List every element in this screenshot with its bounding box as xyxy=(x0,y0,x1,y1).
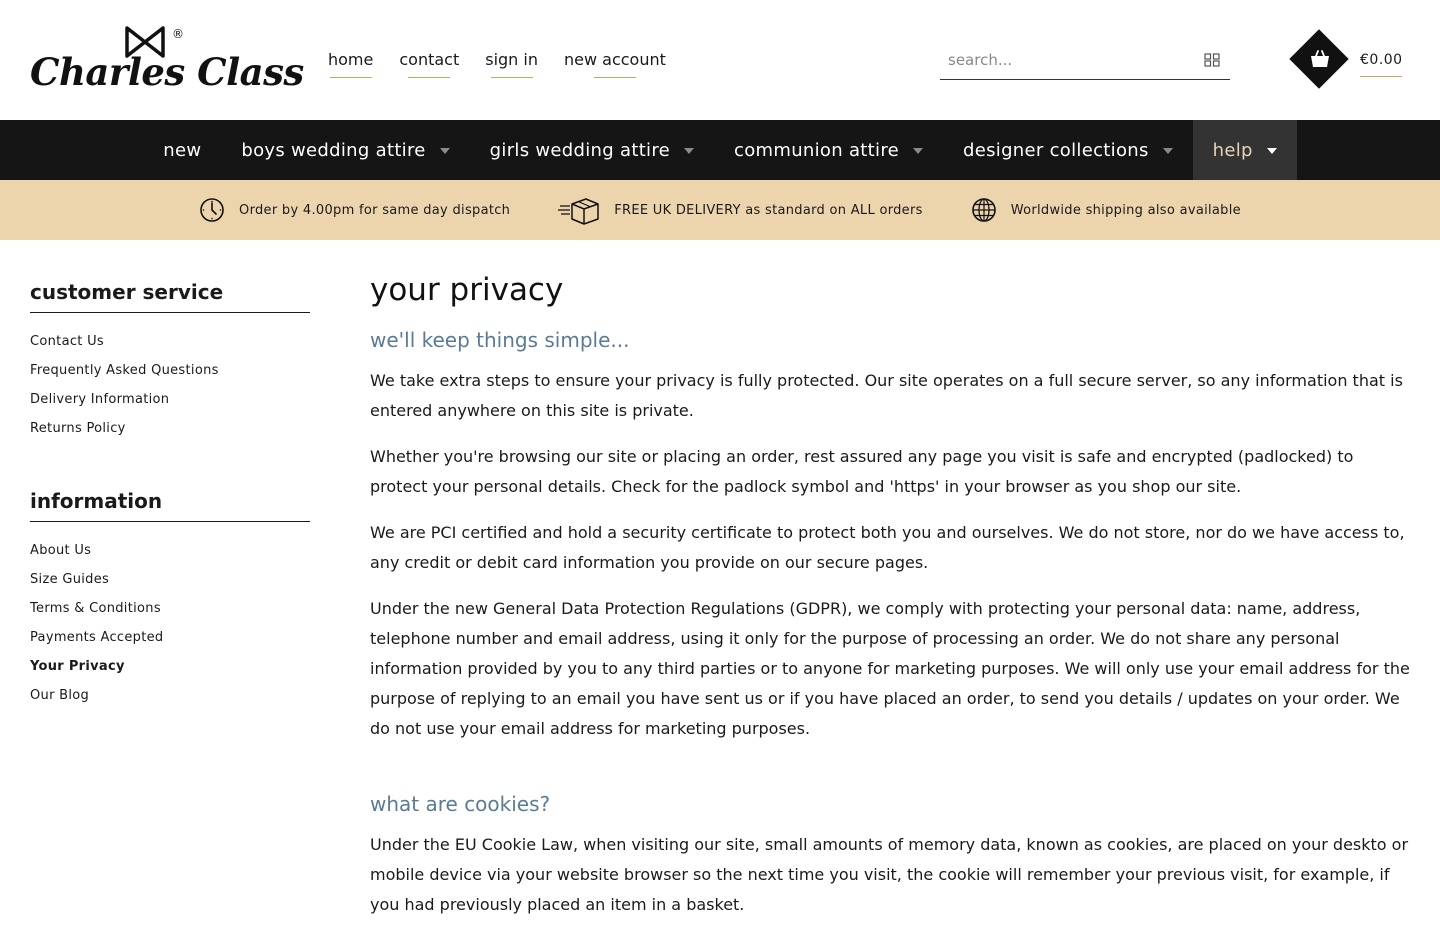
section-heading-simple: we'll keep things simple... xyxy=(370,328,630,352)
nav-label: girls wedding attire xyxy=(489,139,671,161)
cookies-paragraph: Under the EU Cookie Law, when visiting our site, small amounts of memory data, known as cookies, are placed on your deskto or mobile device via your website browser so the next time you visit, the cookie will remember your previous visit, for example, if you had previously placed an item in a basket. xyxy=(370,835,1409,914)
nav-label: boys wedding attire xyxy=(241,139,426,161)
sidebar-item-contact-us[interactable]: Contact Us xyxy=(30,334,104,349)
nav-label: communion attire xyxy=(734,139,899,161)
registered-mark: ® xyxy=(172,27,184,41)
banner-text: Worldwide shipping also available xyxy=(1010,202,1241,218)
cart-total: €0.00 xyxy=(1360,52,1403,68)
information-heading: information xyxy=(30,489,310,522)
nav-item-help[interactable] xyxy=(1193,120,1297,180)
home-link[interactable]: home xyxy=(328,50,373,77)
privacy-paragraph: We take extra steps to ensure your privacy is fully protected. Our site operates on a full secure server, so any information that is entered anywhere on this site is private. xyxy=(370,371,1403,420)
section-heading-cookies: what are cookies? xyxy=(370,792,551,816)
nav-label: designer collections xyxy=(963,139,1149,161)
clock-icon xyxy=(199,197,225,223)
sidebar-item-about-us[interactable]: About Us xyxy=(30,543,92,558)
privacy-paragraph: Whether you're browsing our site or placing an order, rest assured any page you visit is safe and encrypted (padlocked) to protect your personal details. Check for the padlock symbol and 'https' in your browser as you shop our site. xyxy=(370,447,1354,496)
caret-down-icon xyxy=(1267,148,1277,154)
site-header xyxy=(0,0,1440,120)
caret-down-icon xyxy=(440,148,450,154)
page-content xyxy=(0,240,1440,914)
cart-button[interactable] xyxy=(1292,32,1402,88)
caret-down-icon xyxy=(1163,148,1173,154)
banner-item-delivery xyxy=(558,195,922,225)
customer-service-list xyxy=(30,327,310,443)
search-icon[interactable] xyxy=(1204,52,1220,68)
caret-down-icon xyxy=(684,148,694,154)
sidebar-item-size-guides[interactable]: Size Guides xyxy=(30,572,110,587)
charles-class-logo[interactable] xyxy=(30,24,304,94)
sidebar-item-your-privacy[interactable]: Your Privacy xyxy=(30,659,125,674)
privacy-paragraph: Under the new General Data Protection Regulations (GDPR), we comply with protecting your personal data: name, address, telephone number and email address, using it only for the purpose of processing an order. We do not share any personal information provided by you to any third parties or to anyone for marketing purposes. We will only use your email address for the purpose of replying to an email you have sent us or if you have placed an order, to send you details / updates on your order. We do not use your email address for marketing purposes. xyxy=(370,599,1410,738)
sign-in-link[interactable]: sign in xyxy=(485,50,538,77)
information-list xyxy=(30,536,310,710)
cart-underline xyxy=(1360,76,1402,77)
sidebar-item-delivery-information[interactable]: Delivery Information xyxy=(30,392,170,407)
shopping-basket-icon xyxy=(1308,48,1332,70)
nav-item-boys-wedding-attire[interactable] xyxy=(221,120,469,180)
banner-text: Order by 4.00pm for same day dispatch xyxy=(239,202,511,218)
sidebar-item-faq[interactable]: Frequently Asked Questions xyxy=(30,363,219,378)
page-title: your privacy xyxy=(370,272,564,308)
sidebar-item-payments-accepted[interactable]: Payments Accepted xyxy=(30,630,164,645)
privacy-paragraph: We are PCI certified and hold a security certificate to protect both you and ourselves. We do not store, nor do we have access to, any credit or debit card information you provide on our secure pages. xyxy=(370,523,1405,572)
banner-item-worldwide xyxy=(971,197,1241,223)
contact-link[interactable]: contact xyxy=(399,50,459,77)
new-account-link[interactable]: new account xyxy=(564,50,666,77)
customer-service-heading: customer service xyxy=(30,280,310,313)
nav-item-girls-wedding-attire[interactable] xyxy=(470,120,714,180)
nav-item-communion-attire[interactable] xyxy=(714,120,943,180)
sidebar-item-terms-conditions[interactable]: Terms & Conditions xyxy=(30,601,161,616)
logo-text: Charles Class xyxy=(30,50,304,94)
search-input[interactable] xyxy=(940,44,1190,76)
search-bar xyxy=(940,44,1230,80)
sidebar xyxy=(30,280,310,756)
banner-text: FREE UK DELIVERY as standard on ALL orders xyxy=(614,202,923,218)
banner-item-dispatch xyxy=(199,197,510,223)
delivery-box-icon xyxy=(558,195,600,225)
sidebar-item-our-blog[interactable]: Our Blog xyxy=(30,688,90,703)
nav-label: new xyxy=(163,139,202,161)
main-article xyxy=(370,272,1410,936)
caret-down-icon xyxy=(913,148,923,154)
sidebar-item-returns-policy[interactable]: Returns Policy xyxy=(30,421,126,436)
nav-item-new[interactable] xyxy=(143,120,221,180)
main-nav xyxy=(0,120,1440,180)
nav-item-designer-collections[interactable] xyxy=(943,120,1193,180)
globe-icon xyxy=(971,197,997,223)
top-links xyxy=(328,50,666,77)
nav-label: help xyxy=(1212,139,1253,161)
promo-banner xyxy=(0,180,1440,240)
